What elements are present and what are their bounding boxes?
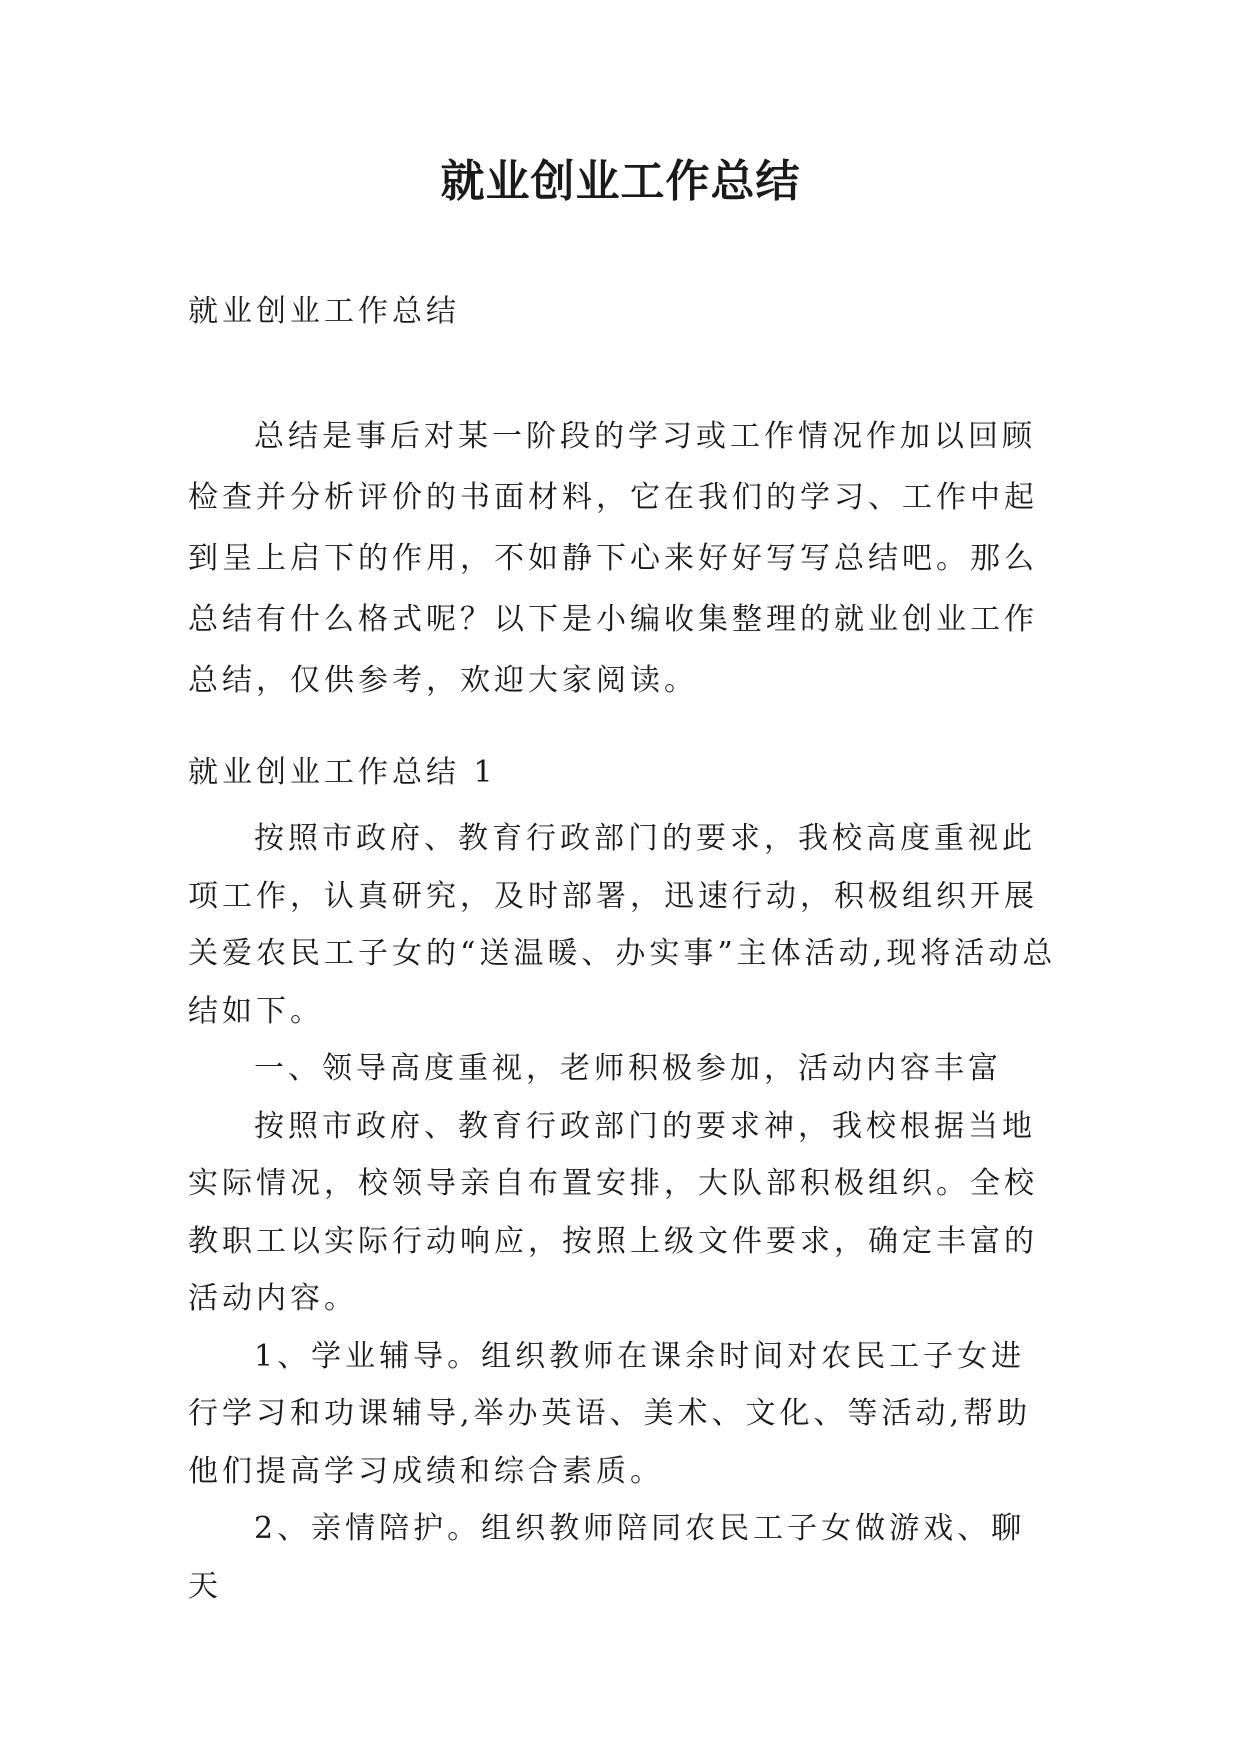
heading-paragraph: 一、领导高度重视，老师积极参加，活动内容丰富 xyxy=(254,1051,1002,1086)
document-title: 就业创业工作总结 xyxy=(440,156,801,207)
intro-paragraph: 总结是事后对某一阶段的学习或工作情况作加以回顾检查并分析评价的书面材料，它在我们的学习、工作中起到呈上启下的作用，不如静下心来好好写写总结吧。那么总结有什么格式呢？以下是小编收集整理的就业创业工作总结，仅供参考，欢迎大家阅读。 xyxy=(188,419,1038,698)
section-title: 就业创业工作总结 1 xyxy=(188,755,497,790)
document-subtitle: 就业创业工作总结 xyxy=(188,294,460,329)
list-item-paragraph: 1、学业辅导。组织教师在课余时间对农民工子女进行学习和功课辅导,举办英语、美术、文化、等活动,帮助他们提高学习成绩和综合素质。 xyxy=(188,1338,1032,1489)
section-body xyxy=(188,810,1058,1615)
body-paragraph: 按照市政府、教育行政部门的要求，我校高度重视此项工作，认真研究，及时部署，迅速行动，积极组织开展关爱农民工子女的“送温暖、办实事”主体活动,现将活动总结如下。 xyxy=(188,821,1057,1029)
list-item-paragraph: 2、亲情陪护。组织教师陪同农民工子女做游戏、聊天 xyxy=(188,1511,1026,1604)
body-paragraph: 按照市政府、教育行政部门的要求神，我校根据当地实际情况，校领导亲自布置安排，大队部积极组织。全校教职工以实际行动响应，按照上级文件要求，确定丰富的活动内容。 xyxy=(188,1108,1038,1316)
